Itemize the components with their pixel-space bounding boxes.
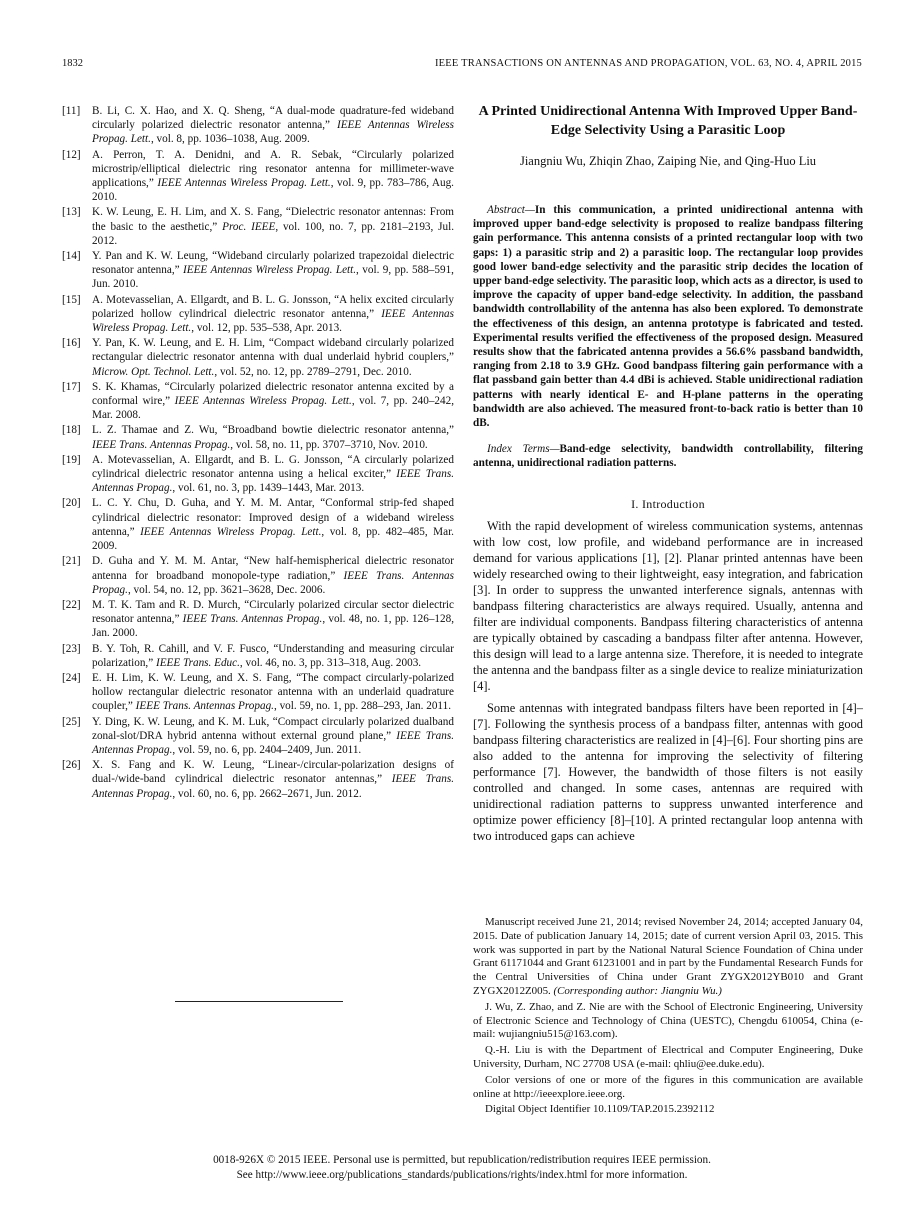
reference-authors-title: Y. Pan, K. W. Leung, and E. H. Lim, “Compact wideband circularly polarized rectangular dielectric resonator antenna with dual underlaid hybrid couplers,” (92, 337, 454, 364)
reference-number: [22] (62, 598, 81, 611)
reference-list (62, 104, 454, 802)
reference-item (62, 758, 454, 801)
reference-item (62, 554, 454, 597)
reference-authors-title: L. C. Y. Chu, D. Guha, and Y. M. M. Antar, “Conformal strip-fed shaped cylindrical dielectric resonator: Improved design of a wideband wireless antenna,” (92, 497, 454, 538)
reference-details: , vol. 8, pp. 1036–1038, Aug. 2009. (150, 133, 310, 146)
affiliation-2: Q.-H. Liu is with the Department of Electrical and Computer Engineering, Duke University, Durham, NC 27708 USA (e-mail: qhliu@ee.duke.edu). (473, 1044, 863, 1070)
author-list: Jiangniu Wu, Zhiqin Zhao, Zaiping Nie, and Qing-Huo Liu (519, 154, 817, 168)
reference-item (62, 148, 454, 205)
reference-journal: Microw. Opt. Technol. Lett. (92, 365, 215, 378)
reference-authors-title: X. S. Fang and K. W. Leung, “Linear-/circular-polarization designs of dual-/wide-band cylindrical dielectric resonator antennas,” (92, 759, 454, 786)
page-number: 1832 (62, 58, 83, 69)
reference-details: , vol. 9, pp. 588–591, Jun. 2010. (92, 264, 454, 291)
reference-journal: IEEE Trans. Antennas Propag. (92, 729, 454, 756)
reference-journal: IEEE Trans. Antennas Propag. (182, 613, 323, 626)
reference-item (62, 453, 454, 496)
copyright-notice (62, 1153, 862, 1183)
reference-journal: Proc. IEEE (222, 220, 276, 233)
reference-journal: IEEE Trans. Antennas Propag. (92, 773, 454, 800)
reference-number: [14] (62, 250, 81, 263)
doi: Digital Object Identifier 10.1109/TAP.2015.2392112 (485, 1103, 715, 1116)
footnote-divider (175, 1001, 343, 1002)
reference-details: , vol. 8, pp. 482–485, Mar. 2009. (92, 525, 454, 553)
reference-authors-title: S. K. Khamas, “Circularly polarized dielectric resonator antenna excited by a conformal wire,” (92, 380, 454, 408)
affiliation-1: J. Wu, Z. Zhao, and Z. Nie are with the School of Electronic Engineering, University of Electronic Science and Technology of China (UESTC), Chengdu 610054, China (e-mail: wujiangniu515@163.com). (473, 1000, 863, 1041)
reference-journal: IEEE Trans. Antennas Propag. (92, 438, 231, 451)
reference-journal: IEEE Trans. Antennas Propag. (92, 569, 454, 596)
reference-number: [24] (62, 671, 81, 684)
reference-journal: IEEE Antennas Wireless Propag. Lett. (183, 264, 357, 277)
reference-item (62, 249, 454, 292)
reference-item (62, 671, 454, 714)
copyright-line-1: 0018-926X © 2015 IEEE. Personal use is permitted, but republication/redistribution requires IEEE permission. (213, 1154, 711, 1166)
reference-number: [23] (62, 642, 81, 655)
reference-number: [11] (62, 105, 81, 117)
reference-details: , vol. 59, no. 6, pp. 2404–2409, Jun. 2011. (172, 743, 362, 756)
reference-details: , vol. 46, no. 3, pp. 313–318, Aug. 2003. (239, 656, 422, 669)
copyright-line-2: See http://www.ieee.org/publications_standards/publications/rights/index.html for more information. (236, 1169, 688, 1181)
reference-item (62, 423, 454, 451)
reference-journal: IEEE Trans. Antennas Propag. (92, 468, 454, 495)
reference-details: , vol. 7, pp. 240–242, Mar. 2008. (92, 395, 454, 422)
reference-authors-title: Y. Pan and K. W. Leung, “Wideband circularly polarized trapezoidal dielectric resonator antenna,” (92, 250, 454, 277)
reference-number: [17] (62, 380, 81, 393)
reference-number: [18] (62, 424, 81, 437)
reference-details: , vol. 59, no. 1, pp. 288–293, Jan. 2011. (273, 700, 451, 713)
reference-item (62, 380, 454, 423)
reference-details: , vol. 61, no. 3, pp. 1439–1443, Mar. 2013. (172, 482, 365, 495)
article-title: A Printed Unidirectional Antenna With Improved Upper Band-Edge Selectivity Using a Parasitic Loop (478, 104, 858, 138)
reference-journal: IEEE Trans. Antennas Propag. (135, 700, 274, 713)
reference-authors-title: D. Guha and Y. M. M. Antar, “New half-hemispherical dielectric resonator antenna for broadband monopole-type radiation,” (92, 555, 454, 582)
reference-item (62, 598, 454, 641)
manuscript-note (473, 916, 863, 999)
reference-details: , vol. 54, no. 12, pp. 3621–3628, Dec. 2006. (127, 583, 326, 596)
reference-journal: IEEE Trans. Educ. (156, 656, 240, 669)
reference-authors-title: B. Li, C. X. Hao, and X. Q. Sheng, “A dual-mode quadrature-fed wideband circularly polarized dielectric resonator antenna,” (92, 105, 454, 132)
reference-authors-title: M. T. K. Tam and R. D. Murch, “Circularly polarized circular sector dielectric resonator antenna,” (92, 598, 454, 626)
reference-item (62, 336, 454, 379)
reference-number: [20] (62, 497, 81, 510)
reference-journal: IEEE Antennas Wireless Propag. Lett. (174, 395, 352, 408)
abstract (473, 203, 863, 430)
index-terms-text: Band-edge selectivity, bandwidth controllability, filtering antenna, unidirectional radiation patterns. (473, 443, 863, 470)
manuscript-text: Manuscript received June 21, 2014; revised November 24, 2014; accepted January 04, 2015. Date of publication January 14, 2015; date of current version April 03, 2015. This work was supported in part by the National Natural Science Foundation of China under Grant 61171044 and Grant 61231001 and in part by the Fundamental Research Funds for the Central Universities of China under Grant ZYGX2012YB010 and Grant ZYGX2012Z005. (473, 916, 863, 997)
reference-details: , vol. 48, no. 1, pp. 126–128, Jan. 2000. (92, 613, 454, 640)
reference-authors-title: A. Motevasselian, A. Ellgardt, and B. L. G. Jonsson, “A helix excited circularly polarized hollow cylindrical dielectric resonator antenna,” (92, 293, 454, 320)
corresponding-author: (Corresponding author: Jiangniu Wu.) (553, 984, 722, 997)
reference-authors-title: B. Y. Toh, R. Cahill, and V. F. Fusco, “Understanding and measuring circular polarization,” (92, 642, 454, 669)
reference-authors-title: L. Z. Thamae and Z. Wu, “Broadband bowtie dielectric resonator antenna,” (92, 424, 454, 437)
index-terms-label: Index Terms— (487, 443, 560, 456)
reference-number: [12] (62, 148, 81, 161)
reference-details: , vol. 12, pp. 535–538, Apr. 2013. (191, 322, 342, 335)
reference-authors-title: A. Motevasselian, A. Ellgardt, and B. L. G. Jonsson, “A circularly polarized cylindrical dielectric resonator antenna using a helical exciter,” (92, 453, 454, 481)
running-header: IEEE TRANSACTIONS ON ANTENNAS AND PROPAGATION, VOL. 63, NO. 4, APRIL 2015 (434, 58, 862, 69)
reference-journal: IEEE Antennas Wireless Propag. Lett. (157, 177, 331, 190)
reference-item (62, 104, 454, 147)
reference-authors-title: E. H. Lim, K. W. Leung, and X. S. Fang, “The compact circularly-polarized hollow rectangular dielectric resonator antenna with an underlaid quadrature coupler,” (92, 671, 454, 713)
reference-item (62, 496, 454, 553)
first-page-footnote (473, 916, 863, 1119)
reference-number: [15] (62, 293, 81, 306)
reference-number: [13] (62, 206, 81, 219)
reference-authors-title: K. W. Leung, E. H. Lim, and X. S. Fang, “Dielectric resonator antennas: From the basic to the aesthetic,” (92, 206, 454, 233)
body-paragraph: Some antennas with integrated bandpass filters have been reported in [4]–[7]. Following the synthesis process of a bandpass filter, antennas with good bandpass filtering characteristics are realized in [4]–[6]. Four shorting pins are also added to the antenna for improving the selectivity of filtering performance [7]. However, the bandwidth of those filters is not easily controlled and changed. In some cases, antennas are required with unidirectional radiation patterns to suppress unwanted interference and optimize power efficiency [8]–[10]. A printed rectangular loop antenna with two introduced gaps can achieve (473, 700, 863, 843)
reference-details: , vol. 58, no. 11, pp. 3707–3710, Nov. 2010. (230, 438, 428, 451)
reference-number: [26] (62, 759, 81, 772)
reference-details: , vol. 100, no. 7, pp. 2181–2193, Jul. 2012. (92, 220, 455, 247)
color-note: Color versions of one or more of the figures in this communication are available online at http://ieeexplore.ieee.org. (473, 1073, 863, 1100)
reference-item (62, 642, 454, 670)
reference-number: [19] (62, 453, 81, 466)
reference-item (62, 205, 454, 248)
article-column (473, 102, 863, 844)
reference-item (62, 293, 454, 336)
reference-authors-title: A. Perron, T. A. Denidni, and A. R. Sebak, “Circularly polarized microstrip/elliptical dielectric ring resonator antenna for millimeter-wave applications,” (92, 148, 454, 190)
section-heading: I. Introduction (631, 496, 705, 511)
abstract-text: In this communication, a printed unidirectional antenna with improved upper band-edge selectivity is proposed to realize bandpass filtering gain performance. This antenna consists of a printed rectangular loop with two gaps: 1) a parasitic strip and 2) a parasitic loop. The rectangular loop provides good lower band-edge selectivity and the parasitic strip decides the location of upper band-edge selectivity. The parasitic loop, which acts as a director, is used to improve the capacity of upper band-edge selectivity. In addition, the passband bandwidth controllability of the antenna has also been explored. To demonstrate the effectiveness of this design, an antenna prototype is fabricated and tested. Experimental results verified the effectiveness of the proposed design. Measured results show that the fabricated antenna provides a 56.6% passband bandwidth, ranging from 2.18 to 3.9 GHz. Good bandpass filtering gain performance with a flat passband gain better than 4.4 dBi is achieved. Stable unidirectional radiation patterns with nearly identical E- and H-plane patterns in the operating bandwidth are also achieved. The measured front-to-back ratio is better than 10 dB. (473, 204, 863, 430)
reference-journal: IEEE Antennas Wireless Propag. Lett. (92, 119, 454, 146)
reference-number: [16] (62, 337, 81, 350)
reference-details: , vol. 9, pp. 783–786, Aug. 2010. (92, 177, 454, 204)
reference-details: , vol. 60, no. 6, pp. 2662–2671, Jun. 2012. (172, 787, 362, 800)
reference-authors-title: Y. Ding, K. W. Leung, and K. M. Luk, “Compact circularly polarized dualband zonal-slot/DRA hybrid antenna without external ground plane,” (92, 715, 454, 742)
abstract-label: Abstract— (487, 204, 535, 216)
index-terms (473, 442, 863, 470)
reference-journal: IEEE Antennas Wireless Propag. Lett. (140, 525, 322, 538)
reference-journal: IEEE Antennas Wireless Propag. Lett. (92, 307, 454, 335)
body-paragraph: With the rapid development of wireless communication systems, antennas with low cost, low profile, and wideband performance are in increased demand for various applications [1], [2]. Planar printed antennas have been widely researched owing to their lightweight, easy integration, and fabrication [3]. In order to suppress the unwanted interference signals, antennas with bandpass filtering characteristics are always required. Usually, antenna and filter are individual components. Bandpass filtering characteristics of antenna are typically obtained by cascading a bandpass filter after antenna. However, this design will lead to a large antenna size. Therefore, it is needed to integrate the antenna and the bandpass filter as a single device to realize miniaturization [4]. (473, 518, 863, 693)
reference-details: , vol. 52, no. 12, pp. 2789–2791, Dec. 2010. (214, 365, 412, 378)
reference-item (62, 715, 454, 758)
reference-number: [25] (62, 715, 81, 728)
reference-number: [21] (62, 555, 81, 568)
